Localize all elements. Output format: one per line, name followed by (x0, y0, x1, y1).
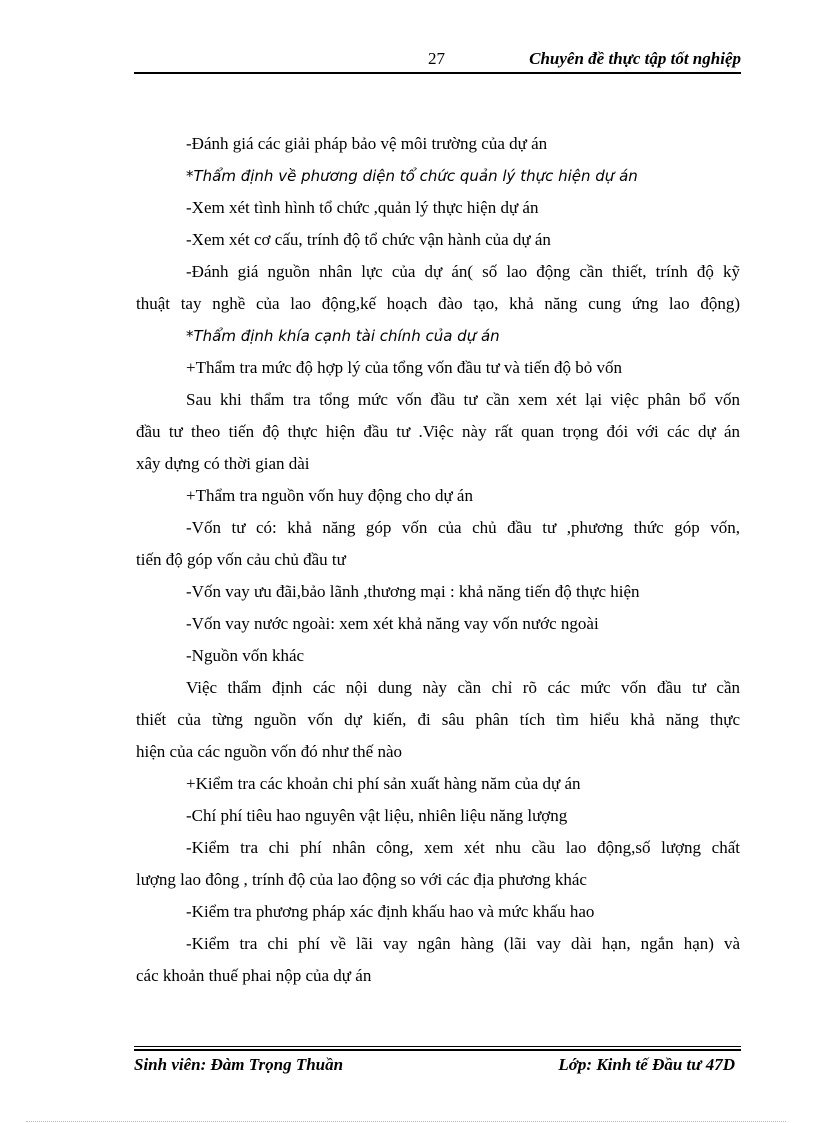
text-line: lượng lao đông , trính độ của lao động so với các địa phương khác (136, 870, 587, 889)
text-line: +Thẩm tra nguồn vốn huy động cho dự án (186, 486, 473, 505)
text-line: -Vốn vay ưu đãi,bảo lãnh ,thương mại : khả năng tiến độ thực hiện (186, 582, 640, 601)
page-edge-divider (26, 1121, 786, 1122)
text-line: -Vốn tư có: khả năng góp vốn của chủ đầu tư ,phương thức góp vốn, (186, 518, 740, 537)
footer-class: Lớp: Kinh tế Đầu tư 47D (558, 1055, 735, 1074)
text-line: -Vốn vay nước ngoài: xem xét khả năng vay vốn nước ngoài (186, 614, 599, 633)
text-line: -Xem xét cơ cấu, trính độ tổ chức vận hành của dự án (186, 230, 551, 249)
page-header (134, 44, 741, 72)
text-line: đầu tư theo tiến độ thực hiện đầu tư .Việc này rất quan trọng đói với các dự án (136, 422, 740, 441)
header-title: Chuyên đề thực tập tốt nghiệp (529, 49, 741, 68)
text-line: -Nguồn vốn khác (186, 646, 305, 665)
text-line: các khoản thuế phai nộp của dự án (136, 966, 372, 985)
text-line: tiến độ góp vốn cảu chủ đầu tư (136, 550, 346, 569)
footer-student: Sinh viên: Đàm Trọng Thuần (134, 1055, 344, 1074)
text-line: +Thẩm tra mức độ hợp lý của tổng vốn đầu tư và tiến độ bỏ vốn (186, 358, 622, 377)
page-footer (134, 1046, 741, 1076)
text-line: -Kiểm tra chi phí về lãi vay ngân hàng (lãi vay dài hạn, ngắn hạn) và (186, 934, 740, 953)
text-line: Việc thẩm định các nội dung này cần chỉ rõ các mức vốn đầu tư cần (186, 678, 740, 697)
footer-rule (134, 1046, 741, 1047)
footer-rule (134, 1049, 741, 1051)
text-line: thiết của từng nguồn vốn dự kiến, đi sâu phân tích tìm hiểu khả năng thực (136, 710, 740, 729)
text-line: -Xem xét tình hình tổ chức ,quản lý thực hiện dự án (186, 198, 539, 217)
text-line: thuật tay nghề của lao động,kế hoạch đào tạo, khả năng cung ứng lao động) (136, 294, 740, 313)
page-number: 27 (428, 49, 445, 68)
text-line: xây dựng có thời gian dài (136, 454, 310, 473)
header-rule (134, 72, 741, 74)
text-line: -Đánh giá nguồn nhân lực của dự án( số lao động cần thiết, trính độ kỹ (186, 262, 740, 281)
text-line: -Đánh giá các giải pháp bảo vệ môi trường của dự án (186, 134, 548, 153)
section-heading: *Thẩm định khía cạnh tài chính của dự án (186, 327, 500, 345)
text-line: -Kiểm tra phương pháp xác định khấu hao và mức khấu hao (186, 902, 595, 921)
section-heading: *Thẩm định về phương diện tổ chức quản lý thực hiện dự án (186, 167, 638, 185)
text-line: -Kiểm tra chi phí nhân công, xem xét nhu cầu lao động,số lượng chất (186, 838, 740, 857)
text-line: +Kiểm tra các khoản chi phí sản xuất hàng năm của dự án (186, 774, 581, 793)
text-line: hiện của các nguồn vốn đó như thế nào (136, 742, 403, 761)
text-line: -Chí phí tiêu hao nguyên vật liệu, nhiên liệu năng lượng (186, 806, 568, 825)
body-text (136, 132, 740, 996)
text-line: Sau khi thẩm tra tổng mức vốn đầu tư cần xem xét lại việc phân bổ vốn (186, 390, 740, 409)
